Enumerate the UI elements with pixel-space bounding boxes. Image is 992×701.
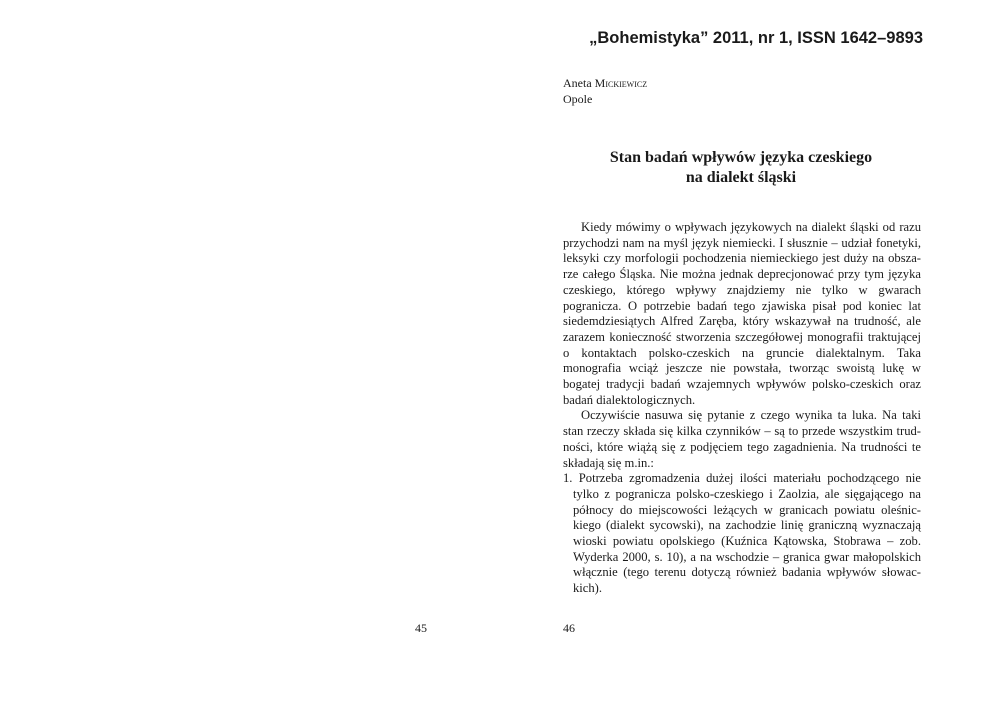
- page-number-right: 46: [563, 621, 575, 635]
- page-number-left: 45: [415, 621, 427, 635]
- title-line-2: na dialekt śląski: [685, 169, 797, 186]
- article-body: [563, 220, 921, 597]
- author-line: [563, 75, 647, 91]
- author-surname: Mickiewicz: [594, 76, 648, 90]
- article-title: [563, 148, 919, 188]
- title-line-1: Stan badań wpływów języka czeskiego: [609, 149, 873, 166]
- difficulties-list: [563, 471, 921, 597]
- journal-header: „Bohemistyka” 2011, nr 1, ISSN 1642–9893: [589, 29, 923, 47]
- author-city: Opole: [563, 92, 593, 106]
- paragraph-2: Oczywiście nasuwa się pytanie z czego wynika ta luka. Na taki stan rzeczy składa się kilka czynników – są to przede wszystkim trudności, które wiążą się z podjęciem tego zagadnienia. Na trudności te składają się m.in.:: [563, 408, 921, 470]
- paragraph-1: Kiedy mówimy o wpływach językowych na dialekt śląski od razu przychodzi nam na myśl język niemiecki. I słusznie – udział fonetyki, leksyki czy morfologii pochodzenia niemieckiego jest duży na obszarze całego Śląska. Nie można jednak deprecjonować przy tym języka czeskiego, którego wpływy znajdziemy nie tylko w gwarach pogranicza. O potrzebie badań tego zjawiska pisał pod koniec lat siedemdziesiątych Alfred Zaręba, który wskazywał na trudność, ale zarazem konieczność stworzenia szczegółowej monografii traktującej o kontaktach polsko-czeskich na gruncie dialektalnym. Taka monografia wciąż jeszcze nie powstała, tworząc swoistą lukę w bogatej tradycji badań wzajemnych wpływów polsko-czeskich oraz badań dialektologicznych.: [563, 220, 921, 407]
- author-first-name: Aneta: [563, 76, 592, 90]
- list-item-1: 1. Potrzeba zgromadzenia dużej ilości materiału pochodzącego nie tylko z pogranicza polsko-czeskiego i Zaolzia, ale sięgającego na północy do miejscowości leżących w granicach powiatu oleśnickiego (dialekt sycowski), na zachodzie linię graniczną wyznaczają wioski powiatu opolskiego (Kuźnica Kątowska, Stobrawa – zob. Wyderka 2000, s. 10), a na wschodzie – granica gwar małopolskich włącznie (tego terenu dotyczą również badania wpływów słowackich).: [563, 471, 921, 596]
